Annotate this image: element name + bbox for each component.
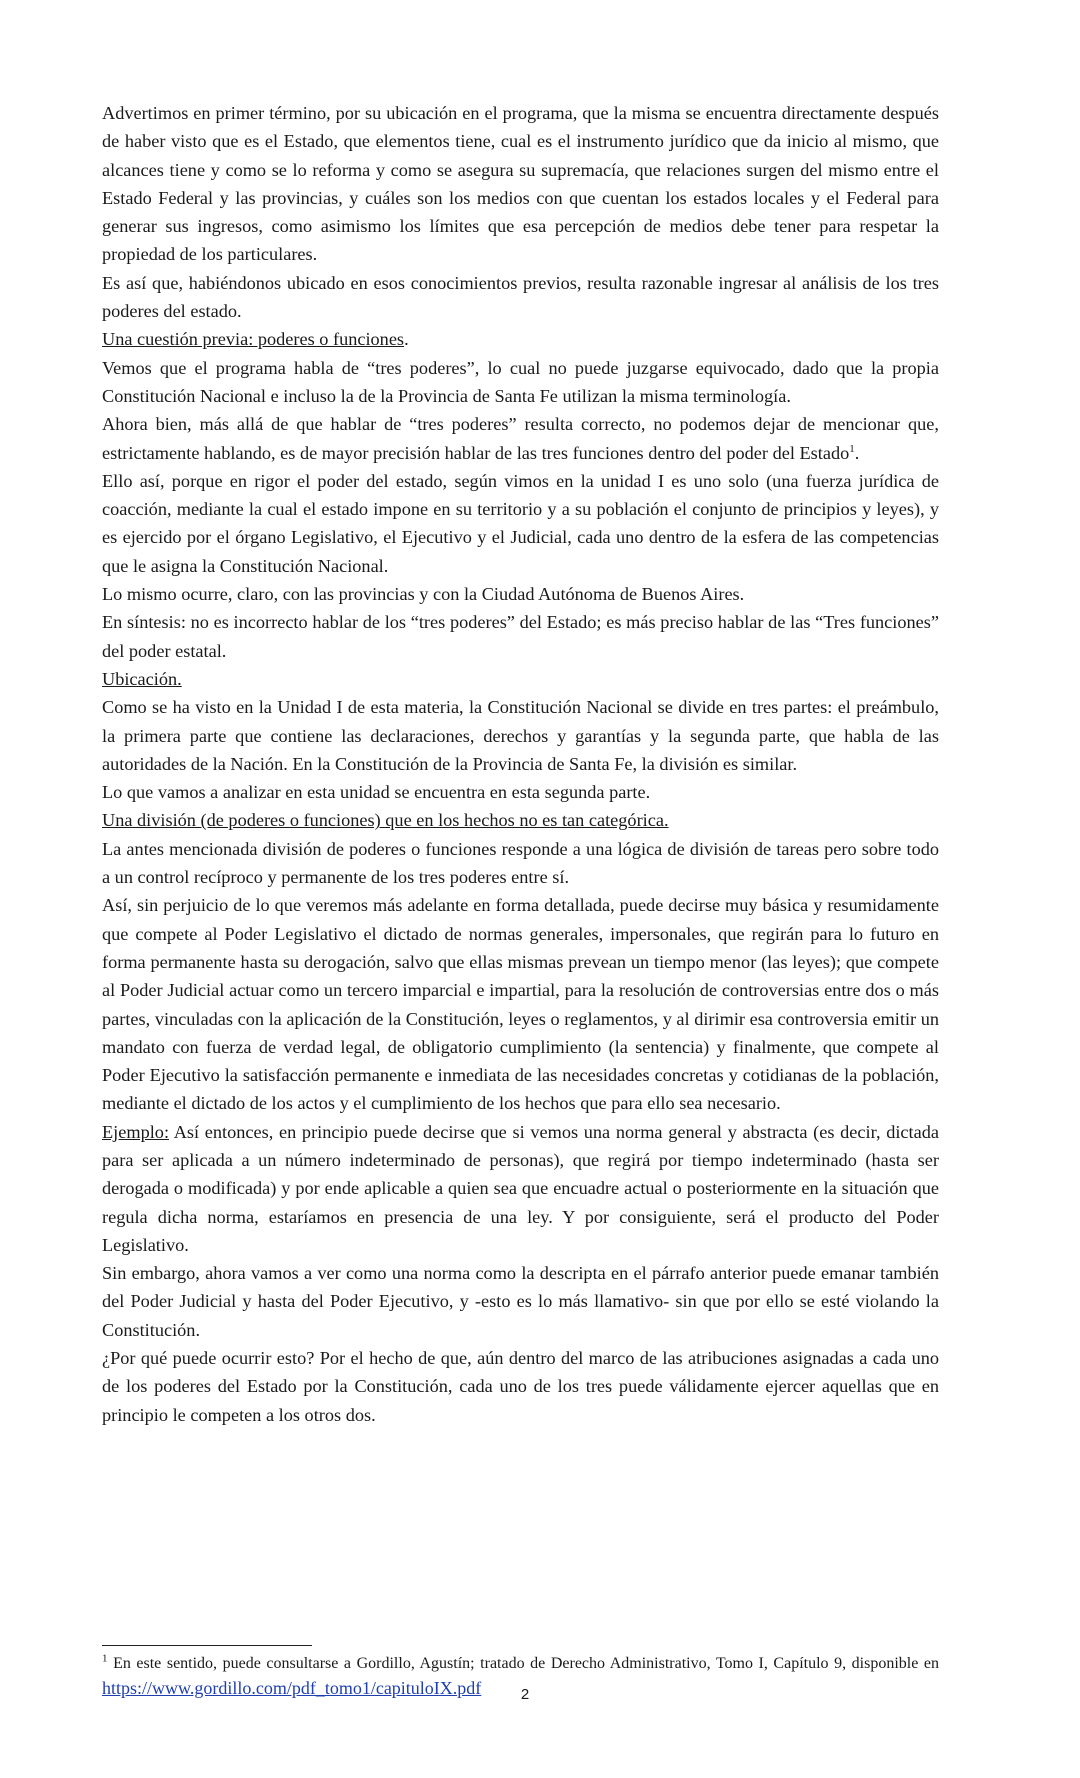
section-heading-ubicacion xyxy=(102,665,939,693)
footnote-separator xyxy=(102,1645,312,1646)
ejemplo-label: Ejemplo: xyxy=(102,1121,170,1142)
paragraph-division-tareas: La antes mencionada división de poderes o funciones responde a una lógica de división de tareas pero sobre todo a un control recíproco y permanente de los tres poderes entre sí. xyxy=(102,838,939,888)
paragraph-period: . xyxy=(854,442,860,463)
page-number: 2 xyxy=(520,1686,530,1703)
footnote-reference[interactable]: 1 xyxy=(849,442,855,455)
heading-text: Ubicación. xyxy=(102,668,182,689)
paragraph-text: Ahora bien, más allá de que hablar de “tres poderes” resulta correcto, no podemos dejar de mencionar que, estrictamente hablando, es de mayor precisión hablar de las tres funciones dentro del poder del Estado xyxy=(102,414,939,463)
body-text xyxy=(102,99,939,1429)
section-heading-division xyxy=(102,806,939,834)
heading-text: Una división (de poderes o funciones) que en los hechos no es tan categórica. xyxy=(102,810,669,831)
paragraph-context: Es así que, habiéndonos ubicado en esos conocimientos previos, resulta razonable ingresar al análisis de los tres poderes del estado. xyxy=(102,272,939,322)
footnote-number: 1 xyxy=(102,1652,108,1665)
paragraph-competencias: Así, sin perjuicio de lo que veremos más adelante en forma detallada, puede decirse muy básica y resumidamente que compete al Poder Legislativo el dictado de normas generales, impersonales, que regirán para lo futuro en forma permanente hasta su derogación, salvo que ellas mismas prevean un tiempo menor (las leyes); que compete al Poder Judicial actuar como un tercero imparcial e impartial, para la resolución de controversias entre dos o más partes, vinculadas con la aplicación de la Constitución, leyes o reglamentos, y al dirimir esa controversia emitir un mandato con fuerza de verdad legal, de obligatorio cumplimiento (la sentencia) y finalmente, que compete al Poder Ejecutivo la satisfacción permanente e inmediata de las necesidades concretas y cotidianas de la población, mediante el dictado de los actos y el cumplimiento de los hechos que para ello sea necesario. xyxy=(102,895,939,1114)
paragraph-text: Así entonces, en principio puede decirse que si vemos una norma general y abstracta (es decir, dictada para ser aplicada a un número indeterminado de personas), que regirá por tiempo indeterminado (hasta ser derogada o modificada) y por ende aplicable a quien sea que encuadre actual o posteriormente en la situación que regula dicha norma, estaríamos en presencia de una ley. Y por consiguiente, será el producto del Poder Legislativo. xyxy=(102,1121,939,1255)
paragraph-tres-funciones xyxy=(102,410,939,467)
paragraph-ejemplo xyxy=(102,1118,939,1259)
section-heading-poderes-o-funciones xyxy=(102,325,939,353)
paragraph-tres-poderes: Vemos que el programa habla de “tres poderes”, lo cual no puede juzgarse equivocado, dado que la propia Constitución Nacional e incluso la de la Provincia de Santa Fe utilizan la misma terminología. xyxy=(102,357,939,406)
footnote-link[interactable]: https://www.gordillo.com/pdf_tomo1/capituloIX.pdf xyxy=(102,1678,482,1698)
paragraph-segunda-parte: Lo que vamos a analizar en esta unidad se encuentra en esta segunda parte. xyxy=(102,782,651,803)
paragraph-poder-del-estado: Ello así, porque en rigor el poder del estado, según vimos en la unidad I es uno solo (una fuerza jurídica de coacción, mediante la cual el estado impone en su territorio y a su población el conjunto de principios y leyes), y es ejercido por el órgano Legislativo, el Ejecutivo y el Judicial, cada uno dentro de la esfera de las competencias que le asigna la Constitución Nacional. xyxy=(102,470,939,576)
paragraph-por-que: ¿Por qué puede ocurrir esto? Por el hecho de que, aún dentro del marco de las atribuciones asignadas a cada uno de los poderes del Estado por la Constitución, cada uno de los tres puede válidamente ejercer aquellas que en principio le competen a los otros dos. xyxy=(102,1348,939,1425)
paragraph-intro: Advertimos en primer término, por su ubicación en el programa, que la misma se encuentra directamente después de haber visto que es el Estado, que elementos tiene, cual es el instrumento jurídico que da inicio al mismo, que alcances tiene y como se lo reforma y como se asegura su supremacía, que relaciones surgen del mismo entre el Estado Federal y las provincias, y cuáles son los medios con que cuentan los estados locales y el Federal para generar sus ingresos, como asimismo los límites que esa percepción de medios debe tener para respetar la propiedad de los particulares. xyxy=(102,103,939,265)
paragraph-provincias: Lo mismo ocurre, claro, con las provincias y con la Ciudad Autónoma de Buenos Aires. xyxy=(102,584,745,605)
heading-text: Una cuestión previa: poderes o funciones xyxy=(102,329,405,350)
paragraph-sin-embargo: Sin embargo, ahora vamos a ver como una norma como la descripta en el párrafo anterior puede emanar también del Poder Judicial y hasta del Poder Ejecutivo, y -esto es lo más llamativo- sin que por ello se esté violando la Constitución. xyxy=(102,1263,939,1340)
paragraph-sintesis: En síntesis: no es incorrecto hablar de los “tres poderes” del Estado; es más preciso hablar de las “Tres funciones” del poder estatal. xyxy=(102,612,939,661)
paragraph-constitucion-partes: Como se ha visto en la Unidad I de esta materia, la Constitución Nacional se divide en tres partes: el preámbulo, la primera parte que contiene las declaraciones, derechos y garantías y la segunda parte, que habla de las autoridades de la Nación. En la Constitución de la Provincia de Santa Fe, la división es similar. xyxy=(102,697,939,774)
footnote-text: En este sentido, puede consultarse a Gordillo, Agustín; tratado de Derecho Administrativo, Tomo I, Capítulo 9, disponible en xyxy=(107,1655,939,1672)
heading-period: . xyxy=(404,329,409,350)
